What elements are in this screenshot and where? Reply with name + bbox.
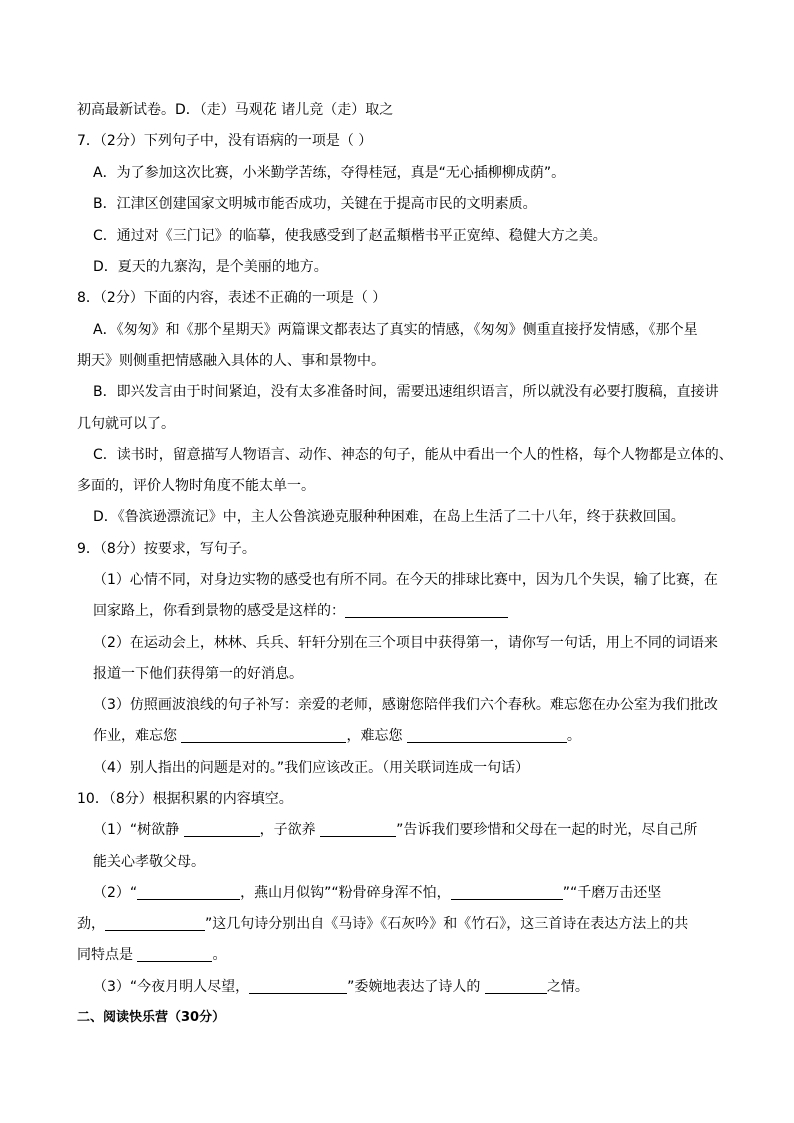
question-10-part3 <box>93 977 589 997</box>
question-9-part3-text-a: 作业，难忘您 <box>93 728 177 744</box>
question-10-part3-text-c: 之情。 <box>546 979 589 995</box>
question-9-stem: 9．（8分）按要求，写句子。 <box>77 541 256 557</box>
carryover-line: 初高最新试卷。D．（走）马观花 诸儿竞（走）取之 <box>77 102 394 118</box>
question-9-part3-line1: （3）仿照画波浪线的句子补写：亲爱的老师，感谢您陪伴我们六个春秋。难忘您在办公室为我们批改 <box>93 697 718 713</box>
question-8-option-b-line1: B．即兴发言由于时间紧迫，没有太多准备时间，需要迅速组织语言，所以就没有必要打腹稿，直接讲 <box>93 384 719 400</box>
answer-blank[interactable] <box>320 822 396 837</box>
answer-blank[interactable] <box>184 822 260 837</box>
question-10-part3-text-a: （3）“今夜月明人尽望， <box>93 979 250 995</box>
answer-blank[interactable] <box>137 947 212 962</box>
question-8-option-a-line1: A．《匆匆》和《那个星期天》两篇课文都表达了真实的情感，《匆匆》侧重直接抒发情感，《那个星 <box>93 322 698 338</box>
question-10-part2-text-e: ”这几句诗分别出自《马诗》《石灰吟》和《竹石》，这三首诗在表达方法上的共 <box>205 916 689 932</box>
question-9-part3-text-b: ，难忘您 <box>346 728 403 744</box>
question-10-part2-text-d: 劲， <box>77 916 105 932</box>
question-9-part2-line1: （2）在运动会上，林林、兵兵、轩轩分别在三个项目中获得第一，请你写一句话，用上不同的词语来 <box>93 635 718 651</box>
question-9-part3-text-c: 。 <box>566 728 581 744</box>
question-8-option-a-line2: 期天》则侧重把情感融入具体的人、事和景物中。 <box>77 353 385 369</box>
question-10-part1-text-b: ，子欲养 <box>259 822 316 838</box>
answer-blank[interactable] <box>451 885 563 900</box>
question-8-stem: 8．（2分）下面的内容，表述不正确的一项是（ ） <box>77 290 387 306</box>
question-10-part2-line3 <box>77 945 226 965</box>
question-9-part1-text: 回家路上，你看到景物的感受是这样的： <box>93 603 345 619</box>
question-9-part1-line2 <box>93 601 508 621</box>
section-2-title: 二、阅读快乐营（30分） <box>77 1010 226 1025</box>
question-10-part2-text-g: 。 <box>212 947 227 963</box>
answer-blank[interactable] <box>407 728 567 743</box>
answer-blank[interactable] <box>485 979 547 994</box>
question-8-option-d: D．《鲁滨逊漂流记》中，主人公鲁滨逊克服种种困难，在岛上生活了二十八年，终于获救回国。 <box>93 509 685 525</box>
question-9-part3-line2 <box>93 726 581 746</box>
question-10-part2-line1 <box>93 883 661 903</box>
question-10-part2-text-f: 同特点是 <box>77 947 133 963</box>
answer-blank[interactable] <box>137 885 240 900</box>
answer-blank[interactable] <box>345 603 508 618</box>
question-7-option-d: D．夏天的九寨沟，是个美丽的地方。 <box>93 259 328 275</box>
question-10-part2-text-a: （2）“ <box>93 885 138 901</box>
answer-blank[interactable] <box>249 979 347 994</box>
question-10-part2-text-c: ”“千磨万击还坚 <box>562 885 662 901</box>
question-7-option-c: C．通过对《三门记》的临摹，使我感受到了赵孟頫楷书平正宽绰、稳健大方之美。 <box>93 228 607 244</box>
question-10-part2-line2 <box>77 914 688 934</box>
question-10-part1-line2: 能关心孝敬父母。 <box>93 854 205 870</box>
question-7-stem: 7．（2分）下列句子中，没有语病的一项是（ ） <box>77 133 373 149</box>
question-7-option-b: B．江津区创建国家文明城市能否成功，关键在于提高市民的文明素质。 <box>93 196 537 212</box>
question-8-option-b-line2: 几句就可以了。 <box>77 416 175 432</box>
question-9-part4: （4）别人指出的问题是对的。”我们应该改正。（用关联词连成一句话） <box>93 760 530 776</box>
answer-blank[interactable] <box>181 728 346 743</box>
question-9-part2-line2: 报道一下他们获得第一的好消息。 <box>93 666 303 682</box>
question-10-part3-text-b: ”委婉地表达了诗人的 <box>347 979 481 995</box>
question-10-part1-text-a: （1）“树欲静 <box>93 822 180 838</box>
question-7-option-a: A．为了参加这次比赛，小米勤学苦练，夺得桂冠，真是“无心插柳柳成荫”。 <box>93 165 566 181</box>
question-8-option-c-line1: C．读书时，留意描写人物语言、动作、神态的句子，能从中看出一个人的性格，每个人物都是立体的、 <box>93 447 733 463</box>
question-10-part1-line1 <box>93 820 697 840</box>
question-9-part1-line1: （1）心情不同，对身边实物的感受也有所不同。在今天的排球比赛中，因为几个失误，输了比赛，在 <box>93 572 718 588</box>
question-10-stem: 10．（8分）根据积累的内容填空。 <box>77 791 293 807</box>
question-10-part2-text-b: ，燕山月似钩”“粉骨碎身浑不怕， <box>240 885 451 901</box>
question-10-part1-text-c: ”告诉我们要珍惜和父母在一起的时光，尽自己所 <box>396 822 698 838</box>
question-8-option-c-line2: 多面的，评价人物时角度不能太单一。 <box>77 478 315 494</box>
answer-blank[interactable] <box>105 916 205 931</box>
